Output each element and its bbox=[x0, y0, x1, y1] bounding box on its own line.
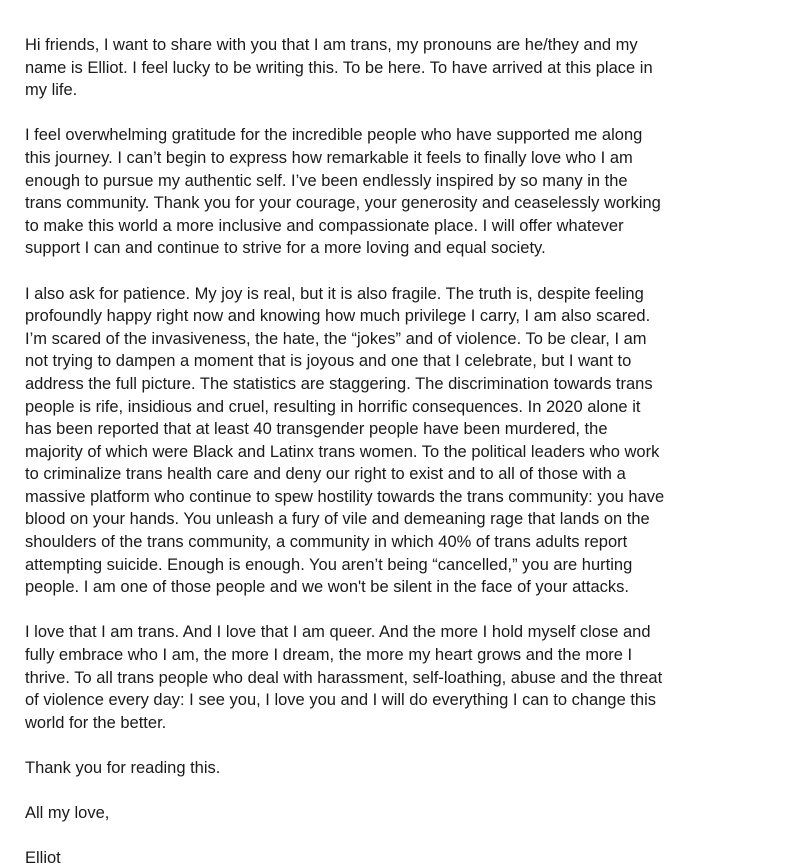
paragraph-intro: Hi friends, I want to share with you that I am trans, my pronouns are he/they and my name is Elliot. I feel lucky to be writing this. To be here. To have arrived at this place in my life. bbox=[25, 36, 653, 100]
paragraph-gratitude: I feel overwhelming gratitude for the incredible people who have supported me along this journey. I can’t begin to express how remarkable it feels to finally love who I am enough to pursue my authentic self. I’ve been endlessly inspired by so many in the trans community. Thank you for your courage, your generosity and ceaselessly working to make this world a more inclusive and compassionate place. I will offer whatever support I can and continue to strive for a more loving and equal society. bbox=[25, 126, 661, 258]
paragraph-love: I love that I am trans. And I love that I am queer. And the more I hold myself close and fully embrace who I am, the more I dream, the more my heart grows and the more I thrive. To all trans people who deal with harassment, self-loathing, abuse and the threat of violence every day: I see you, I love you and I will do everything I can to change this world for the better. bbox=[25, 623, 663, 732]
thanks-line: Thank you for reading this. bbox=[25, 759, 221, 777]
paragraph-patience: I also ask for patience. My joy is real, but it is also fragile. The truth is, despite feeling profoundly happy right now and knowing how much privilege I carry, I am also scared. I’m scared of the invasiveness, the hate, the “jokes” and of violence. To be clear, I am not trying to dampen a moment that is joyous and one that I celebrate, but I want to address the full picture. The statistics are staggering. The discrimination towards trans people is rife, insidious and cruel, resulting in horrific consequences. In 2020 alone it has been reported that at least 40 transgender people have been murdered, the majority of which were Black and Latinx trans women. To the political leaders who work to criminalize trans health care and deny our right to exist and to all of those with a massive platform who continue to spew hostility towards the trans community: you have blood on your hands. You unleash a fury of vile and demeaning rage that lands on the shoulders of the trans community, a community in which 40% of trans adults report attempting suicide. Enough is enough. You aren’t being “cancelled,” you are hurting people. I am one of those people and we won't be silent in the face of your attacks. bbox=[25, 284, 665, 597]
signoff-line: All my love, bbox=[25, 804, 110, 823]
signature: Elliot bbox=[25, 849, 61, 864]
